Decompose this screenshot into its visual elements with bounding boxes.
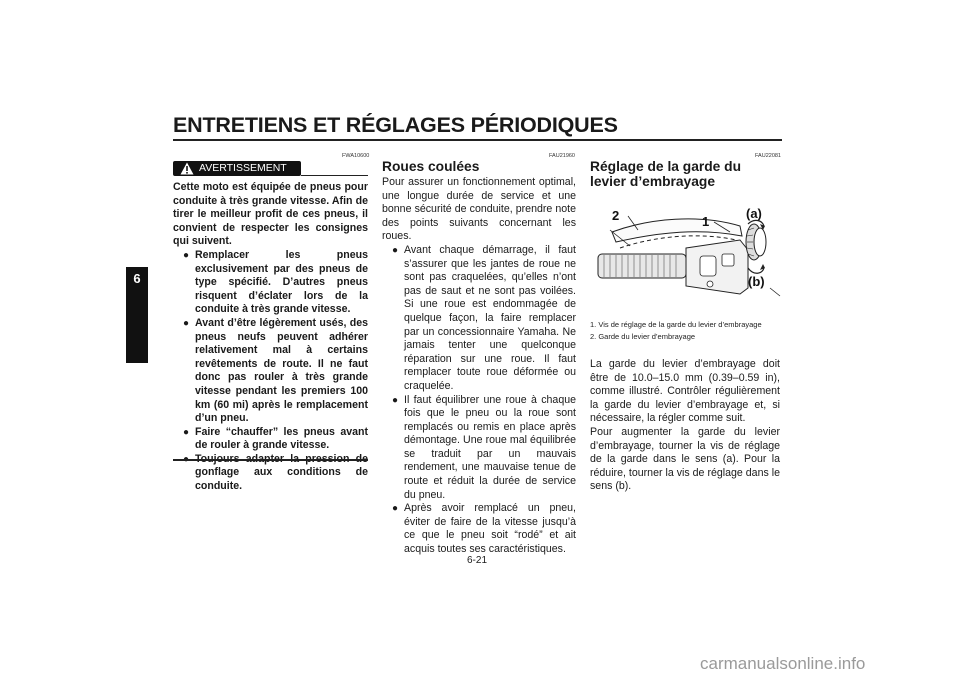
warning-body <box>173 181 368 494</box>
wheels-heading: Roues coulées <box>382 159 480 174</box>
bullet-dot-icon: ● <box>392 394 399 406</box>
warning-label: AVERTISSEMENT <box>199 162 287 174</box>
caption-item: 2. Garde du levier d’embrayage <box>590 331 696 341</box>
warning-bullet: ● Avant d’être légèrement usés, des pneus neufs peuvent adhérer relativement mal à certains revêtements de route. Il ne faut donc pas rouler à très grande vitesse pendant les premiers 100 km (60 mi) après le remplacement d’un pneu. <box>183 316 368 425</box>
page-title: ENTRETIENS ET RÉGLAGES PÉRIODIQUES <box>173 113 618 137</box>
chapter-tab: 6 <box>126 267 148 363</box>
bullet-dot-icon: ● <box>392 244 399 256</box>
clutch-heading-wrap <box>590 159 780 189</box>
clutch-heading: Réglage de la garde du levier d’embrayage <box>590 159 742 189</box>
wheels-code: FAU21960 <box>549 153 575 159</box>
warning-bullet: gonflage aux conditions de conduite. <box>183 453 368 494</box>
clutch-lever-illustration <box>590 196 782 308</box>
page-number: 6-21 <box>467 555 488 566</box>
clutch-code: FAU22081 <box>755 153 781 159</box>
figure-label-2: 2 <box>612 208 620 223</box>
figure-captions <box>590 320 780 341</box>
clutch-body <box>590 358 780 494</box>
warning-bullet: ● Remplacer les pneus exclusivement par des pneus de type spécifié. D’autres pneus risquent d’éclater lors de la conduite à très grande vitesse. <box>183 248 368 316</box>
figure-label-a: (a) <box>746 206 762 221</box>
bullet-dot-icon: ● <box>392 503 399 515</box>
warning-code: FWA10600 <box>342 153 370 159</box>
bullet-dot-icon: ● <box>183 249 190 261</box>
clutch-paragraph: Pour augmenter la garde du levier d’embrayage, tourner la vis de réglage de la garde dans le sens (a). Pour la réduire, tourner la vis de réglage dans le sens (b). <box>590 425 780 493</box>
warning-end-rule <box>173 459 368 461</box>
figure-label-b: (b) <box>748 274 765 289</box>
caption-item: 1. Vis de réglage de la garde du levier d’embrayage <box>590 320 762 329</box>
bullet-dot-icon: ● <box>183 426 190 438</box>
wheels-bullet: ● Avant chaque démarrage, il faut s’assurer que les jantes de roue ne sont pas craquelées, qu’elles n’ont pas de saut et ne sont pas voilées. Si une roue est endommagée de quelque façon, la faire remplacer par un concessionnaire Yamaha. Ne jamais tenter une quelconque réparation sur une roue. Il faut remplacer toute roue déformée ou craquelée. <box>392 243 576 392</box>
wheels-bullet: ● Il faut équilibrer une roue à chaque fois que le pneu ou la roue sont remplacés ou remis en place après démontage. Une roue mal équilibrée se traduit par un mauvais rendement, une mauvaise tenue de route et réduit la durée de service du pneu. <box>392 393 576 501</box>
title-rule <box>173 139 782 141</box>
wheels-intro: Pour assurer un fonctionnement optimal, une longue durée de service et une bonne sécurité de conduite, prendre note des points suivants concernant les roues. <box>382 176 576 243</box>
warning-bullet: ● Faire “chauffer” les pneus avant de rouler à grande vitesse. <box>183 425 368 452</box>
clutch-paragraph: La garde du levier d’embrayage doit être de 10.0–15.0 mm (0.39–0.59 in), comme illustré. Contrôler régulièrement la garde du levier d’embrayage et, si nécessaire, la régler comme suit. <box>590 358 780 425</box>
wheels-bullet: ● Après avoir remplacé un pneu, éviter de faire de la vitesse jusqu’à ce que le pneu soit “rodé” et ait acquis toutes ses caractéristiques. <box>392 502 576 556</box>
warning-header-line <box>301 175 368 176</box>
watermark: carmanualsonline.info <box>700 654 866 673</box>
warning-triangle-icon <box>180 162 194 175</box>
wheels-section <box>382 159 576 557</box>
figure-label-1: 1 <box>702 214 710 229</box>
warning-intro: Cette moto est équipée de pneus pour conduite à très grande vitesse. Afin de tirer le meilleur profit de ces pneus, il convient de respecter les consignes qui suivent. <box>173 181 368 248</box>
warning-header <box>173 161 301 176</box>
bullet-dot-icon: ● <box>183 317 190 329</box>
